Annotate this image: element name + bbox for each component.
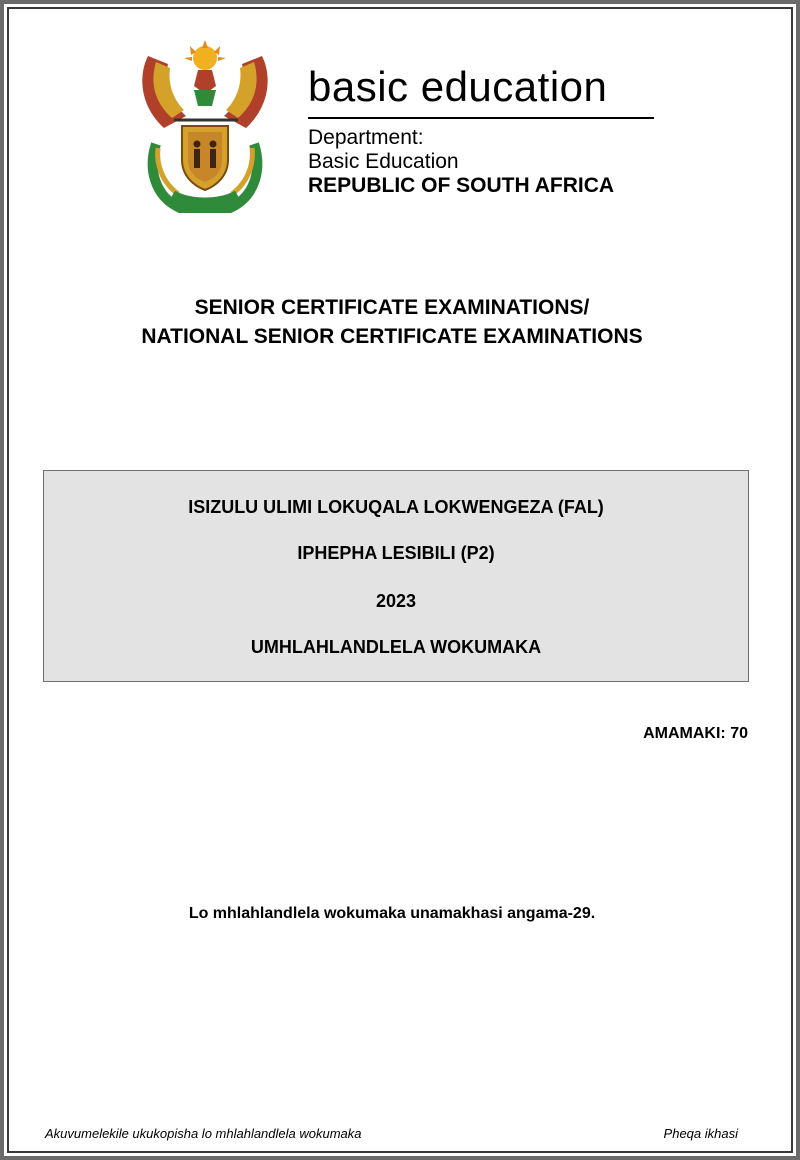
page-count-note: Lo mhlahlandlela wokumaka unamakhasi angama-29. bbox=[188, 905, 596, 922]
title-box bbox=[43, 470, 749, 682]
total-marks: AMAMAKI: 70 bbox=[643, 725, 748, 742]
copyright-notice: Akuvumelekile ukukopisha lo mhlahlandlela wokumaka bbox=[45, 1126, 362, 1141]
exam-heading-line2: NATIONAL SENIOR CERTIFICATE EXAMINATIONS bbox=[141, 325, 643, 348]
exam-heading-line1: SENIOR CERTIFICATE EXAMINATIONS/ bbox=[194, 296, 590, 319]
department-label: Department: bbox=[308, 126, 424, 149]
document-type: UMHLAHLANDLELA WOKUMAKA bbox=[250, 637, 542, 657]
subject-title: ISIZULU ULIMI LOKUQALA LOKWENGEZA (FAL) bbox=[188, 497, 604, 517]
brand-divider bbox=[308, 117, 654, 119]
turn-page-note: Pheqa ikhasi bbox=[663, 1126, 738, 1141]
brand-title: basic education bbox=[308, 63, 608, 110]
department-name: Basic Education bbox=[308, 150, 459, 173]
exam-year: 2023 bbox=[375, 591, 417, 611]
coat-of-arms-icon bbox=[134, 36, 276, 214]
paper-title: IPHEPHA LESIBILI (P2) bbox=[297, 543, 495, 563]
country-name: REPUBLIC OF SOUTH AFRICA bbox=[308, 174, 615, 197]
